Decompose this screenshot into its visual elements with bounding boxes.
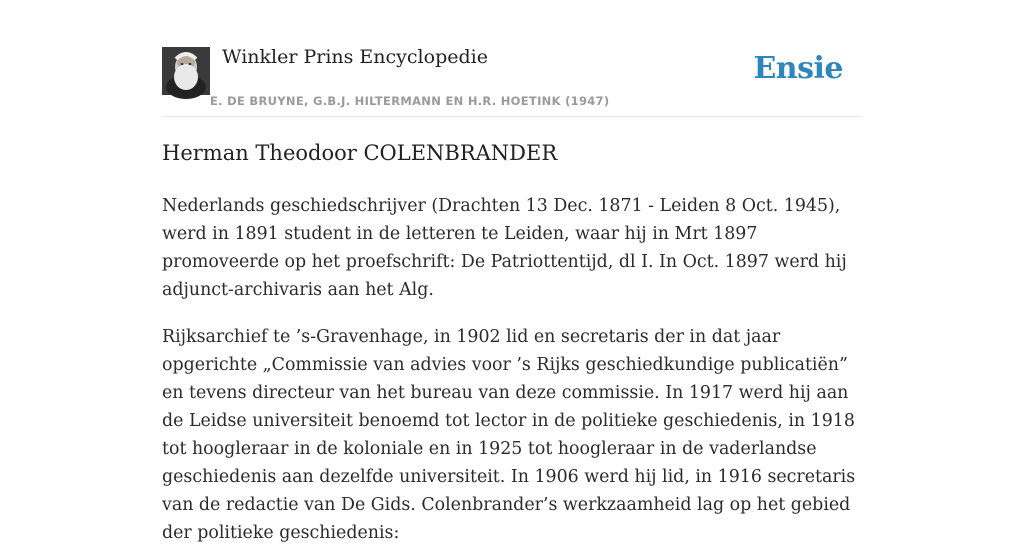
- article-paragraph-2: Rijksarchief te ’s-Gravenhage, in 1902 lid en secretaris der in dat jaar opgerichte „Commissie van advies voor ’s Rijks geschiedkundige publicatiën” en tevens directeur van het bureau van deze commissie. In 1917 werd hij aan de Leidse universiteit benoemd tot lector in de politieke geschiedenis, in 1918 tot hoogleraar in de koloniale en in 1925 tot hoogleraar in de vaderlandse geschiedenis aan dezelfde universiteit. In 1906 werd hij lid, in 1916 secretaris van de redactie van De Gids. Colenbrander’s werkzaamheid lag op het gebied der politieke geschiedenis:: [162, 327, 856, 543]
- avatar-icon[interactable]: [162, 47, 210, 95]
- site-header: [162, 0, 862, 117]
- brand-logo[interactable]: Ensie: [753, 51, 843, 86]
- site-subtitle: E. DE BRUYNE, G.B.J. HILTERMANN EN H.R. HOETINK (1947): [210, 94, 610, 108]
- article-paragraph-1: Nederlands geschiedschrijver (Drachten 13 Dec. 1871 - Leiden 8 Oct. 1945), werd in 1891 student in de letteren te Leiden, waar hij in Mrt 1897 promoveerde op het proefschrift: De Patriottentijd, dl I. In Oct. 1897 werd hij adjunct-archivaris aan het Alg.: [162, 196, 847, 300]
- content-container: [162, 0, 862, 543]
- site-title[interactable]: Winkler Prins Encyclopedie: [222, 46, 488, 68]
- article-title: Herman Theodoor COLENBRANDER: [162, 141, 558, 165]
